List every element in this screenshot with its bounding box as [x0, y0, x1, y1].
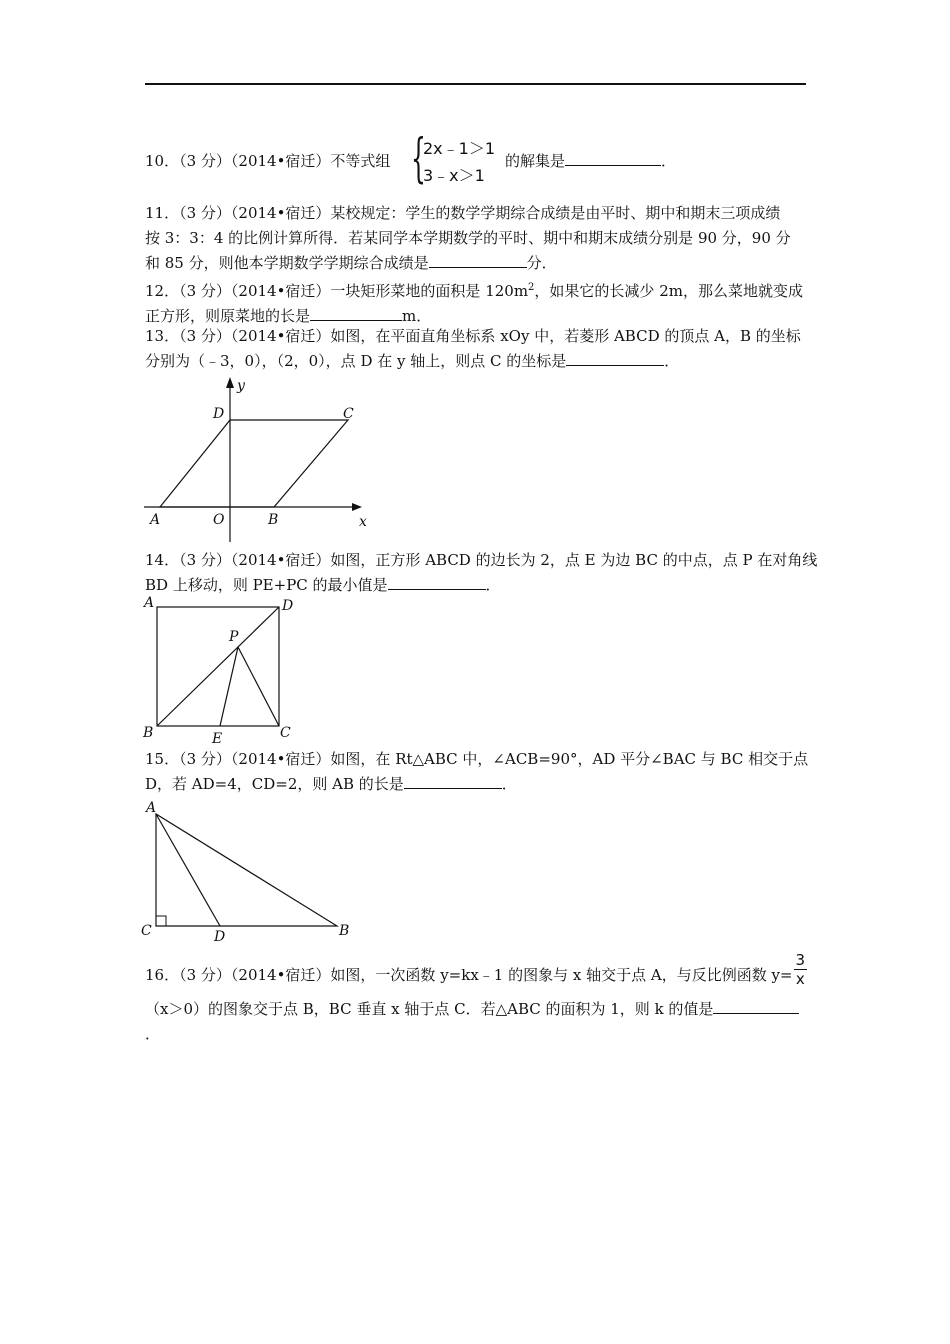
question-14 — [145, 548, 818, 598]
figure-13-rhombus — [140, 372, 380, 544]
label-o: O — [213, 512, 225, 528]
label-p: P — [229, 629, 239, 645]
label-a: A — [150, 512, 161, 528]
segment-pe — [220, 647, 238, 726]
label-c: C — [280, 725, 291, 741]
question-16-line-3: ． — [145, 1025, 161, 1043]
label-e: E — [212, 731, 223, 744]
triangle-abc — [156, 814, 337, 926]
label-d: D — [214, 929, 226, 945]
label-c: C — [343, 406, 354, 422]
answer-blank — [566, 349, 664, 366]
question-12-line-2: 正方形，则原菜地的长是 m． — [145, 304, 810, 329]
question-13-line-2: 分别为（﹣3，0），（2，0），点 D 在 y 轴上，则点 C 的坐标是 ． — [145, 349, 810, 374]
question-12 — [145, 275, 810, 329]
question-14-line-1: 14．（3 分）（2014•宿迁）如图，正方形 ABCD 的边长为 2，点 E 为边 BC 的中点，点 P 在对角线 — [145, 551, 818, 569]
label-b: B — [143, 725, 154, 741]
rhombus-abcd — [160, 420, 348, 507]
segment-ad — [156, 814, 220, 926]
question-16-line-1: 16．（3 分）（2014•宿迁）如图，一次函数 y=kx﹣1 的图象与 x 轴交于点 A，与反比例函数 y= $\frac{3}{x}$ — [145, 951, 806, 988]
y-axis-arrow — [226, 377, 234, 388]
segment-pc — [238, 647, 279, 726]
answer-blank — [429, 251, 527, 268]
question-11 — [145, 201, 810, 276]
answer-blank — [388, 573, 486, 590]
question-14-line-2: BD 上移动，则 PE+PC 的最小值是 ． — [145, 573, 810, 598]
question-10 — [145, 129, 810, 191]
x-axis-arrow — [352, 503, 362, 511]
question-15-line-2: D，若 AD=4，CD=2，则 AB 的长是 ． — [145, 772, 810, 797]
label-b: B — [268, 512, 279, 528]
fraction-3-over-x: $\frac{3}{x}$ — [795, 951, 806, 988]
brace-symbol: { — [411, 129, 426, 189]
diagonal-bd — [157, 607, 279, 726]
question-16 — [145, 953, 810, 1047]
right-angle-mark — [156, 916, 166, 926]
question-10-tail: 的解集是 ． — [505, 149, 676, 174]
label-a: A — [146, 800, 157, 816]
inequality-2: 3﹣x＞1 — [423, 166, 485, 185]
figure-15-triangle — [140, 796, 360, 946]
question-10-text: 10．（3 分）（2014•宿迁）不等式组 — [145, 152, 391, 170]
question-12-line-1: 12．（3 分）（2014•宿迁）一块矩形菜地的面积是 $120m^2$，如果它的长减少 2m，那么菜地就变成 — [145, 282, 803, 300]
inequality-1: 2x﹣1＞1 — [423, 139, 496, 158]
label-b: B — [339, 923, 350, 939]
question-11-line-1: 11．（3 分）（2014•宿迁）某校规定：学生的数学学期综合成绩是由平时、期中和期末三项成绩 — [145, 204, 781, 222]
label-a: A — [144, 595, 155, 611]
label-c: C — [141, 923, 152, 939]
answer-blank — [713, 997, 799, 1014]
question-11-line-3: 和 85 分，则他本学期数学学期综合成绩是 分． — [145, 251, 810, 276]
answer-blank — [565, 149, 661, 166]
label-y: y — [237, 378, 245, 394]
question-11-line-2: 按 3：3：4 的比例计算所得．若某同学本学期数学的平时、期中和期末成绩分别是 90 分，90 分 — [145, 229, 791, 247]
answer-blank — [404, 772, 502, 789]
answer-blank — [310, 304, 402, 321]
label-d: D — [282, 598, 294, 614]
header-rule — [145, 83, 806, 85]
label-d: D — [213, 406, 225, 422]
figure-14-square — [140, 594, 310, 744]
question-15-line-1: 15．（3 分）（2014•宿迁）如图，在 Rt△ABC 中，∠ACB=90°，AD 平分∠BAC 与 BC 相交于点 — [145, 750, 809, 768]
question-15 — [145, 747, 810, 797]
question-13-line-1: 13．（3 分）（2014•宿迁）如图，在平面直角坐标系 xOy 中，若菱形 ABCD 的顶点 A，B 的坐标 — [145, 327, 801, 345]
question-13 — [145, 324, 810, 374]
question-16-line-2: （x＞0）的图象交于点 B，BC 垂直 x 轴于点 C．若△ABC 的面积为 1，则 k 的值是 — [145, 997, 810, 1022]
label-x: x — [359, 514, 367, 530]
